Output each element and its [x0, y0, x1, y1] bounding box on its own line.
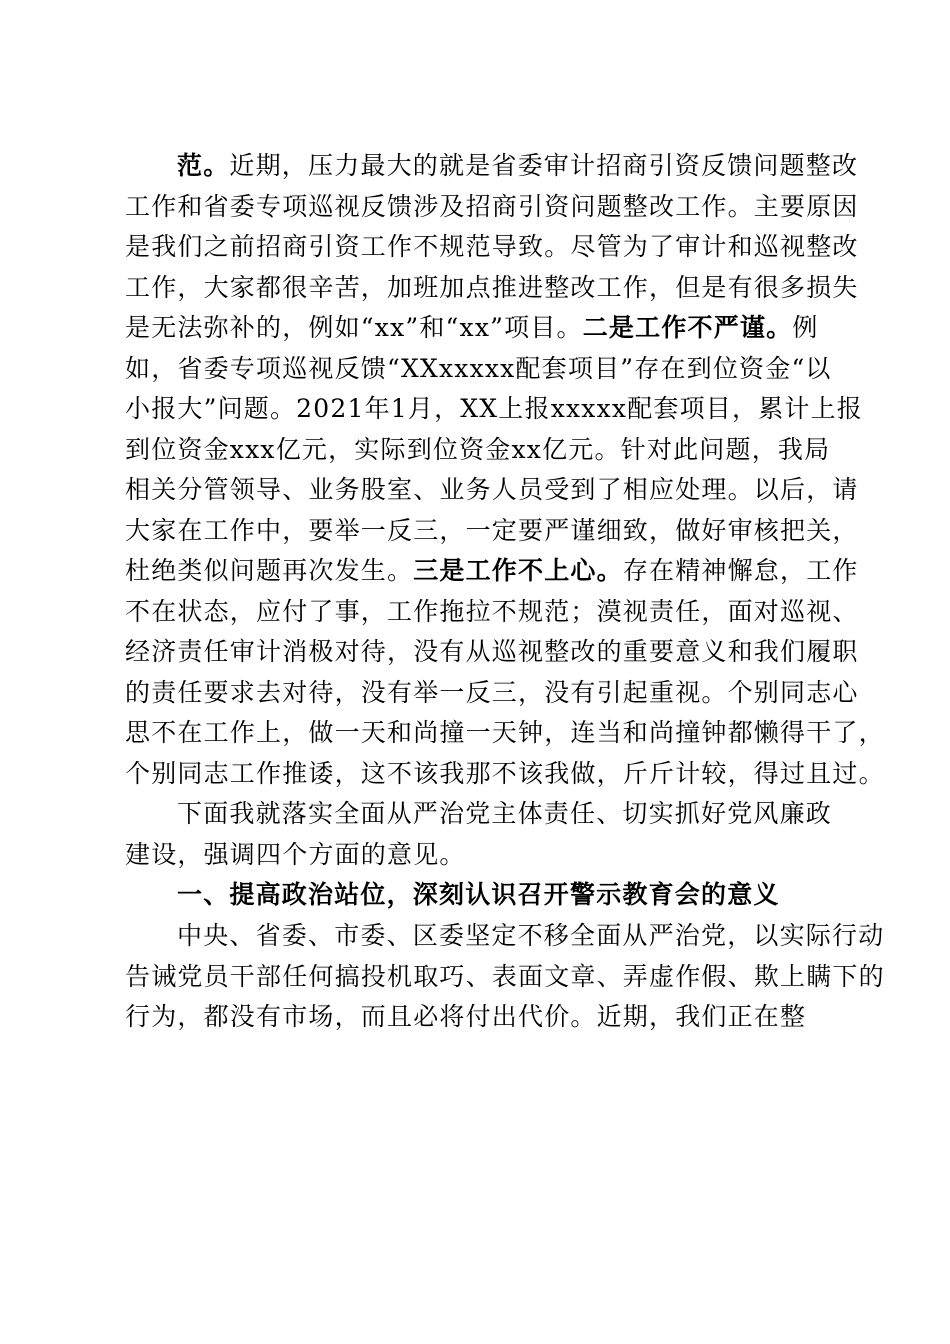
- text-line: 是无法弥补的，例如“xx”和“xx”项目。二是工作不严谨。例: [125, 313, 819, 342]
- paragraph-problems: [125, 146, 885, 794]
- bold-text: 范。: [177, 151, 230, 180]
- text-line: 不在状态，应付了事，工作拖拉不规范；漠视责任，面对巡视、: [125, 596, 859, 626]
- text-line: 大家在工作中，要举一反三，一定要严谨细致，做好审核把关，: [125, 515, 859, 545]
- section-heading: 一、提高政治站位，深刻认识召开警示教育会的意义: [177, 880, 780, 909]
- text-line: 相关分管领导、业务股室、业务人员受到了相应处理。以后，请: [125, 475, 859, 504]
- text-line: 如，省委专项巡视反馈“XXxxxxx配套项目”存在到位资金“以: [125, 353, 832, 383]
- text-line: 到位资金xxx亿元，实际到位资金xx亿元。针对此问题，我局: [125, 434, 831, 464]
- text-line: 范。近期，压力最大的就是省委审计招商引资反馈问题整改: [177, 151, 859, 180]
- text-line: 行为，都没有市场，而且必将付出代价。近期，我们正在整: [125, 1002, 807, 1031]
- text-line: 个别同志工作推诿，这不该我那不该我做，斤斤计较，得过且过。: [125, 758, 885, 788]
- text-line: 告诫党员干部任何搞投机取巧、表面文章、弄虚作假、欺上瞒下的: [125, 961, 885, 991]
- text-line: 下面我就落实全面从严治党主体责任、切实抓好党风廉政: [177, 799, 833, 828]
- text-line: 工作和省委专项巡视反馈涉及招商引资问题整改工作。主要原因: [125, 191, 859, 221]
- text-line: 思不在工作上，做一天和尚撞一天钟，连当和尚撞钟都懒得干了，: [125, 718, 885, 747]
- text-line: 杜绝类似问题再次发生。三是工作不上心。存在精神懈怠，工作: [125, 556, 859, 585]
- bold-subheading: 二是工作不严谨。: [582, 313, 793, 342]
- text-line: 小报大”问题。2021年1月，XX上报xxxxx配套项目，累计上报: [125, 394, 864, 423]
- text-line: 建设，强调四个方面的意见。: [125, 839, 466, 869]
- text-line: 工作，大家都很辛苦，加班加点推进整改工作，但是有很多损失: [125, 272, 859, 302]
- text-line: 经济责任审计消极对待，没有从巡视整改的重要意义和我们履职: [125, 637, 859, 666]
- paragraph-section-one: [125, 916, 885, 1038]
- text-line: 是我们之前招商引资工作不规范导致。尽管为了审计和巡视整改: [125, 232, 859, 261]
- text-line: 的责任要求去对待，没有举一反三，没有引起重视。个别同志心: [125, 677, 859, 707]
- bold-subheading: 三是工作不上心。: [413, 556, 623, 585]
- text-line: 中央、省委、市委、区委坚定不移全面从严治党，以实际行动: [177, 921, 885, 950]
- paragraph-intro: [125, 794, 845, 875]
